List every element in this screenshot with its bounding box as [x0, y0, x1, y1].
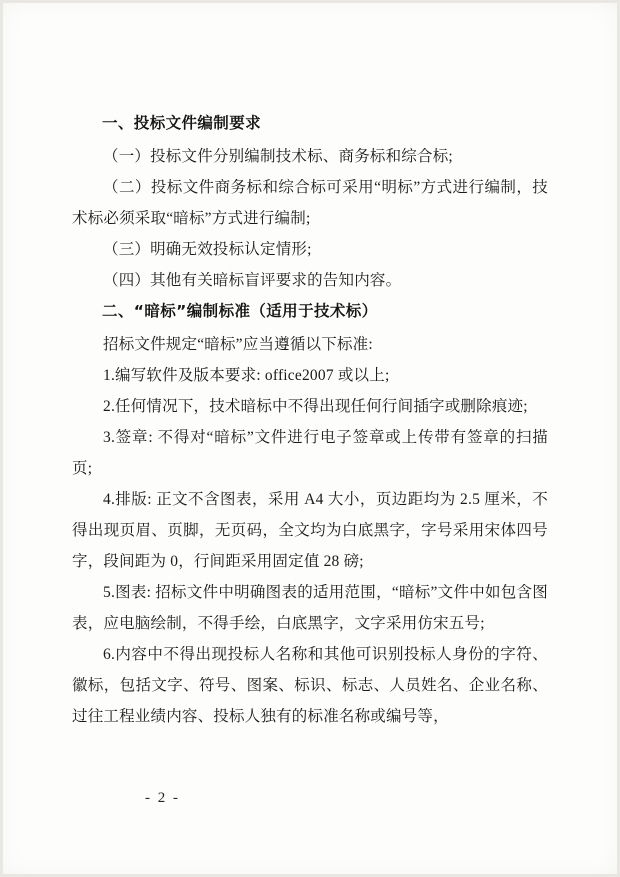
paragraph-1-1: （一）投标文件分别编制技术标、商务标和综合标;: [103, 148, 453, 165]
paragraph-2-6: 6.内容中不得出现投标人名称和其他可识别投标人身份的字符、徽标，包括文字、符号、图案、标识、标志、人员姓名、企业名称、过往工程业绩内容、投标人独有的标准名称或编号等，: [72, 646, 548, 725]
document-body: [72, 108, 548, 732]
paragraph-2-1: 1.编写软件及版本要求: office2007 或以上;: [103, 367, 390, 384]
section-heading-1: 一、投标文件编制要求: [102, 114, 262, 132]
page-number: - 2 -: [145, 790, 180, 806]
page-edge-top: [0, 0, 620, 3]
page-edge-left: [0, 0, 3, 877]
paragraph-2-2: 2.任何情况下，技术暗标中不得出现任何行间插字或删除痕迹;: [103, 398, 528, 415]
paragraph-2-3: 3.签章: 不得对“暗标”文件进行电子签章或上传带有签章的扫描页;: [72, 429, 548, 477]
paragraph-1-4: （四）其他有关暗标盲评要求的告知内容。: [103, 272, 402, 289]
page-footer: [0, 790, 620, 807]
paragraph-2-0: 招标文件规定“暗标”应当遵循以下标准:: [103, 336, 373, 353]
paragraph-2-5: 5.图表: 招标文件中明确图表的适用范围，“暗标”文件中如包含图表，应电脑绘制，不得手绘，白底黑字，文字采用仿宋五号;: [72, 584, 548, 632]
paragraph-1-2: （二）投标文件商务标和综合标可采用“明标”方式进行编制，技术标必须采取“暗标”方式进行编制;: [72, 179, 548, 227]
paragraph-1-3: （三）明确无效投标认定情形;: [103, 241, 312, 258]
paragraph-2-4: 4.排版: 正文不含图表，采用 A4 大小，页边距均为 2.5 厘米，不得出现页眉、页脚，无页码，全文均为白底黑字，字号采用宋体四号字，段间距为 0，行间距采用固定值 28 磅;: [72, 491, 548, 570]
section-heading-2: 二、“暗标”编制标准（适用于技术标）: [102, 302, 378, 320]
